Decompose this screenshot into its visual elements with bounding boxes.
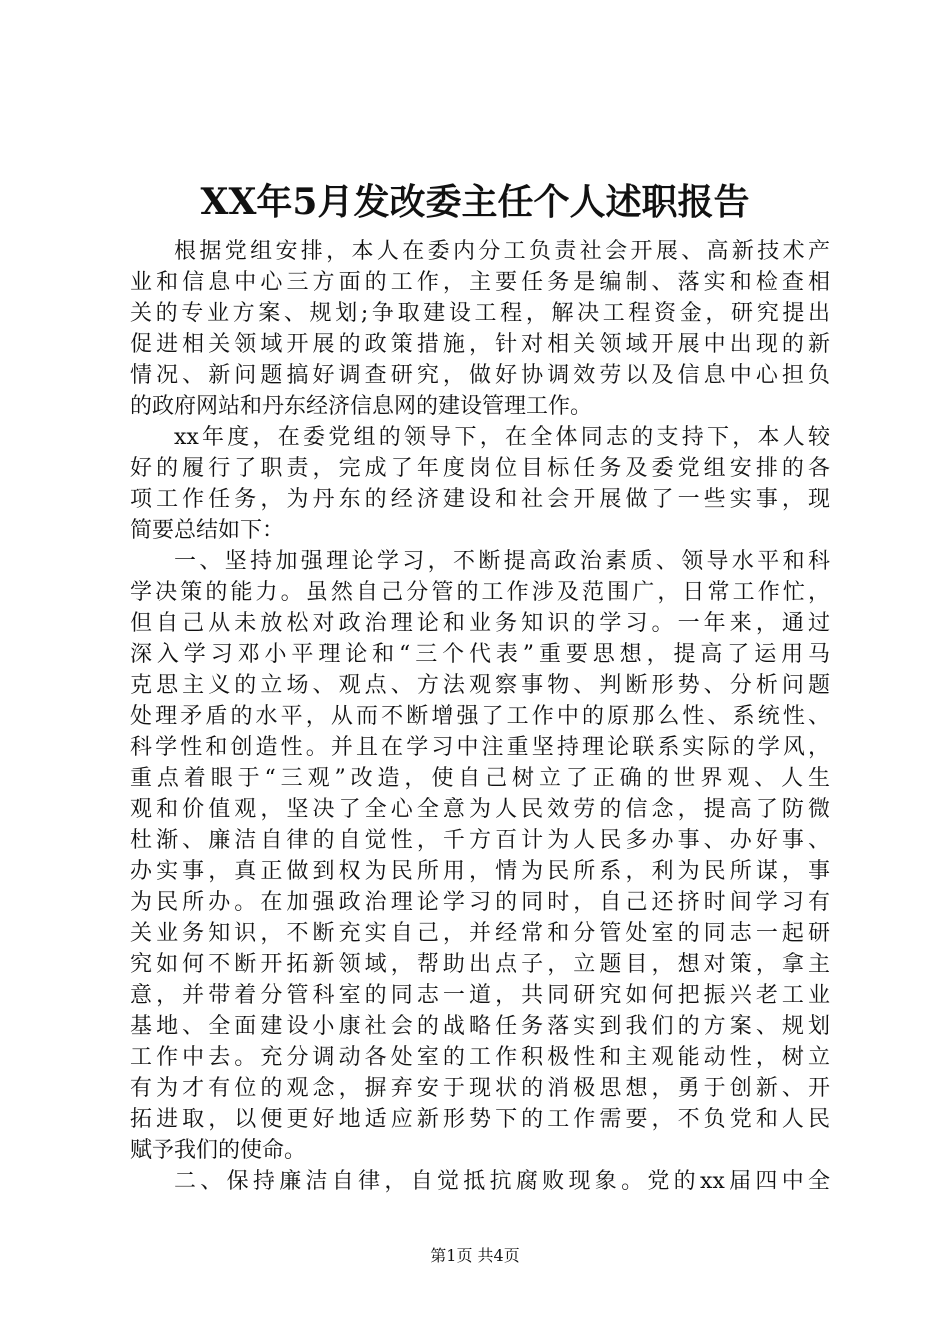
- text-line: 工作中去。充分调动各处室的工作积极性和主观能动性，树立: [130, 1045, 830, 1070]
- paragraph: [130, 546, 830, 1166]
- text-line: 有为才有位的观念，摒弃安于现状的消极思想，勇于创新、开: [130, 1076, 830, 1101]
- text-line: 好的履行了职责，完成了年度岗位目标任务及委党组安排的各: [130, 456, 830, 481]
- page-footer: 第1页 共4页: [430, 1246, 520, 1265]
- text-line: 业和信息中心三方面的工作，主要任务是编制、落实和检查相: [130, 270, 830, 295]
- text-line: xx年度，在委党组的领导下，在全体同志的支持下，本人较: [174, 425, 830, 450]
- text-line: 科学性和创造性。并且在学习中注重坚持理论联系实际的学风，: [130, 735, 830, 760]
- text-line: 关的专业方案、规划;争取建设工程，解决工程资金，研究提出: [130, 301, 830, 326]
- text-line: 但自己从未放松对政治理论和业务知识的学习。一年来，通过: [130, 611, 830, 636]
- text-line: 二、保持廉洁自律，自觉抵抗腐败现象。党的xx届四中全: [174, 1169, 830, 1194]
- text-line: 克思主义的立场、观点、方法观察事物、判断形势、分析问题: [130, 673, 830, 698]
- text-line: 的政府网站和丹东经济信息网的建设管理工作。: [130, 394, 593, 419]
- text-line: 拓进取，以便更好地适应新形势下的工作需要，不负党和人民: [130, 1107, 830, 1132]
- document-title: XX年5月发改委主任个人述职报告: [200, 181, 750, 223]
- paragraph: [130, 236, 830, 422]
- text-line: 意，并带着分管科室的同志一道，共同研究如何把振兴老工业: [130, 983, 830, 1008]
- text-line: 情况、新问题搞好调查研究，做好协调效劳以及信息中心担负: [130, 363, 830, 388]
- paragraph: [130, 422, 830, 546]
- text-line: 为民所办。在加强政治理论学习的同时，自己还挤时间学习有: [130, 890, 830, 915]
- text-line: 杜渐、廉洁自律的自觉性，千方百计为人民多办事、办好事、: [130, 828, 830, 853]
- text-line: 观和价值观，坚决了全心全意为人民效劳的信念，提高了防微: [130, 797, 830, 822]
- text-line: 赋予我们的使命。: [130, 1138, 307, 1163]
- text-line: 究如何不断开拓新领域，帮助出点子，立题目，想对策，拿主: [130, 952, 830, 977]
- text-line: 学决策的能力。虽然自己分管的工作涉及范围广，日常工作忙，: [130, 580, 830, 605]
- document-body: [130, 236, 830, 1197]
- text-line: 关业务知识，不断充实自己，并经常和分管处室的同志一起研: [130, 921, 830, 946]
- text-line: 根据党组安排，本人在委内分工负责社会开展、高新技术产: [174, 239, 830, 264]
- text-line: 简要总结如下：: [130, 518, 285, 543]
- text-line: 促进相关领域开展的政策措施，针对相关领域开展中出现的新: [130, 332, 830, 357]
- text-line: 处理矛盾的水平，从而不断增强了工作中的原那么性、系统性、: [130, 704, 830, 729]
- text-line: 基地、全面建设小康社会的战略任务落实到我们的方案、规划: [130, 1014, 830, 1039]
- text-line: 办实事，真正做到权为民所用，情为民所系，利为民所谋，事: [130, 859, 830, 884]
- text-line: 一、坚持加强理论学习，不断提高政治素质、领导水平和科: [174, 549, 830, 574]
- text-line: 项工作任务，为丹东的经济建设和社会开展做了一些实事，现: [130, 487, 830, 512]
- text-line: 重点着眼于“三观”改造，使自己树立了正确的世界观、人生: [130, 766, 830, 791]
- paragraph: [130, 1166, 830, 1197]
- text-line: 深入学习邓小平理论和“三个代表”重要思想，提高了运用马: [130, 642, 830, 667]
